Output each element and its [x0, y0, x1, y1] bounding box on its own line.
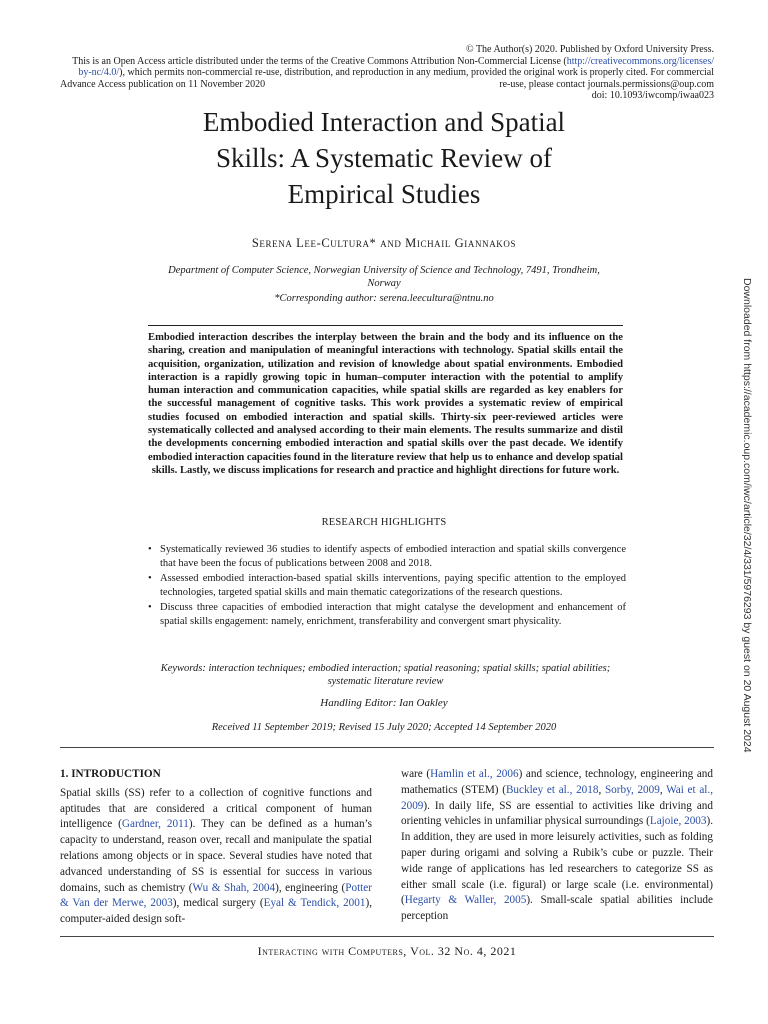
author-list: Serena Lee-Cultura* and Michail Giannakos	[251, 236, 517, 250]
highlights-heading: RESEARCH HIGHLIGHTS	[321, 517, 447, 528]
license-block	[60, 44, 714, 102]
body-text: ). In addition, they are used in more leisurely activities, such as folding paper during origami and solving a Rubik’s cube or puzzle. Their wide range of applications has led researchers to categorize SS as either small scale (i.e. figural) or large scale (i.e. environmental) (	[401, 815, 714, 907]
body-text: ). Small-scale spatial abilities include perception	[401, 894, 713, 923]
citation-link[interactable]: Hegarty & Waller, 2005	[404, 894, 527, 907]
download-watermark: Downloaded from https://academic.oup.com/iwc/article/32/4/331/5976293 by guest on 20 August 2024	[741, 278, 753, 753]
highlight-item: • Systematically reviewed 36 studies to identify aspects of embodied interaction and spatial skills convergence that have been the focus of publications between 2008 and 2018.	[148, 543, 626, 572]
body-column-left	[60, 767, 372, 928]
body-text: ,	[598, 783, 605, 796]
body-text: Spatial skills (SS) refer to a collection of cognitive functions and aptitudes that are considered a critical component of human intelligence (	[60, 786, 372, 831]
citation-link[interactable]: Wai et al., 2009	[401, 783, 713, 812]
body-text: ), computer-aided design soft-	[60, 897, 372, 926]
body-column-right	[401, 767, 713, 925]
citation-link[interactable]: Eyal & Tendick, 2001	[263, 897, 366, 910]
license-link-continued[interactable]: by-nc/4.0/	[78, 67, 120, 78]
handling-editor: Handling Editor: Ian Oakley	[320, 697, 448, 709]
highlight-item: • Discuss three capacities of embodied interaction that might catalyse the development and enhancement of spatial skills engagement: namely, enrichment, transferability and convergent smart physicality.	[148, 601, 626, 630]
highlight-item: • Assessed embodied interaction-based spatial skills interventions, paying specific attention to the employed technologies, targeted spatial skills and main thematic categorizations of the research questions.	[148, 572, 626, 601]
copyright-notice: © The Author(s) 2020. Published by Oxford University Press.	[466, 44, 714, 55]
advance-access-date: Advance Access publication on 11 November 2020	[60, 78, 266, 90]
intro-paragraph-continued	[401, 767, 713, 925]
citation-link[interactable]: Gardner, 2011	[121, 818, 189, 831]
abstract-text: Embodied interaction describes the interplay between the brain and the body and its influence on the sharing, creation and manipulation of meaningful interactions with technology. Spatial skills entail the acquisition, organization, utilization and revision of knowledge about spatial environments. Embodied interaction is a rapidly growing topic in human–computer interaction with the potential to amplify human interaction and communication capacities, while spatial skills are regarded as key enablers for the successful management of cognitive tasks. This work provides a systematic review of empirical studies focused on embodied interaction and spatial skills. Thirty-six peer-reviewed articles were systematically collected and analysed according to their main elements. The results summarize and distil the developments concerning embodied interaction and spatial skills over the past decade. We identify embodied interaction capacities found in the literature review that help us to enhance and develop spatial skills. Lastly, we discuss implications for research and practice and highlight directions for future work.	[148, 332, 623, 476]
body-text: ). In daily life, SS are essential to activities like driving and orienting vehicles in unfamiliar physical surroundings (	[401, 799, 713, 828]
corresponding-author: *Corresponding author: serena.leecultura@ntnu.no	[274, 293, 494, 304]
body-text: ), medical surgery (	[172, 897, 264, 910]
permissions-contact: re-use, please contact journals.permissions@oup.com	[499, 78, 714, 90]
submission-dates: Received 11 September 2019; Revised 15 July 2020; Accepted 14 September 2020	[211, 722, 557, 733]
journal-footer	[60, 936, 714, 965]
license-text-line2: by-nc/4.0/), which permits non-commercial re-use, distribution, and reproduction in any medium, provided the original work is properly cited. For commercial	[78, 67, 714, 78]
intro-paragraph	[60, 786, 372, 928]
keywords: Keywords: interaction techniques; embodied interaction; spatial reasoning; spatial skills; spatial abilities; systematic literature review	[160, 663, 611, 687]
license-link[interactable]: http://creativecommons.org/licenses/	[566, 55, 714, 67]
affiliation: Department of Computer Science, Norwegian University of Science and Technology, 7491, Trondheim, Norway	[168, 265, 600, 289]
citation-link[interactable]: Lajoie, 2003	[649, 815, 707, 828]
body-text: ,	[659, 783, 667, 796]
citation-link[interactable]: Potter & Van der Merwe, 2003	[60, 881, 372, 910]
body-text: ), engineering (	[275, 881, 346, 894]
paper-title: Embodied Interaction and Spatial Skills: A Systematic Review of Empirical Studies	[202, 107, 566, 209]
section-heading: 1. INTRODUCTION	[60, 768, 161, 780]
doi: doi: 10.1093/iwcomp/iwaa023	[591, 90, 714, 101]
journal-citation: Interacting with Computers, Vol. 32 No. 4, 2021	[257, 944, 517, 958]
body-text: ). They can be defined as a human’s capacity to understand, reason over, recall and manipulate the spatial relations among objects or in space. Several studies have noted that advanced understanding of SS is essential for success in various domains, such as chemistry (	[60, 818, 372, 894]
body-text: ) and science, technology, engineering and mathematics (STEM) (	[401, 768, 713, 796]
body-text: ware (	[401, 768, 431, 780]
citation-link[interactable]: Sorby, 2009	[604, 783, 660, 796]
abstract	[148, 325, 623, 520]
citation-link[interactable]: Wu & Shah, 2004	[192, 881, 276, 894]
section-divider	[60, 747, 714, 748]
license-text-line1: This is an Open Access article distributed under the terms of the Creative Commons Attribution Non-Commercial License (http://creativecommons.org/licenses/	[72, 55, 714, 67]
citation-link[interactable]: Hamlin et al., 2006	[430, 768, 519, 780]
citation-link[interactable]: Buckley et al., 2018	[505, 783, 599, 796]
highlights-list	[148, 543, 626, 629]
